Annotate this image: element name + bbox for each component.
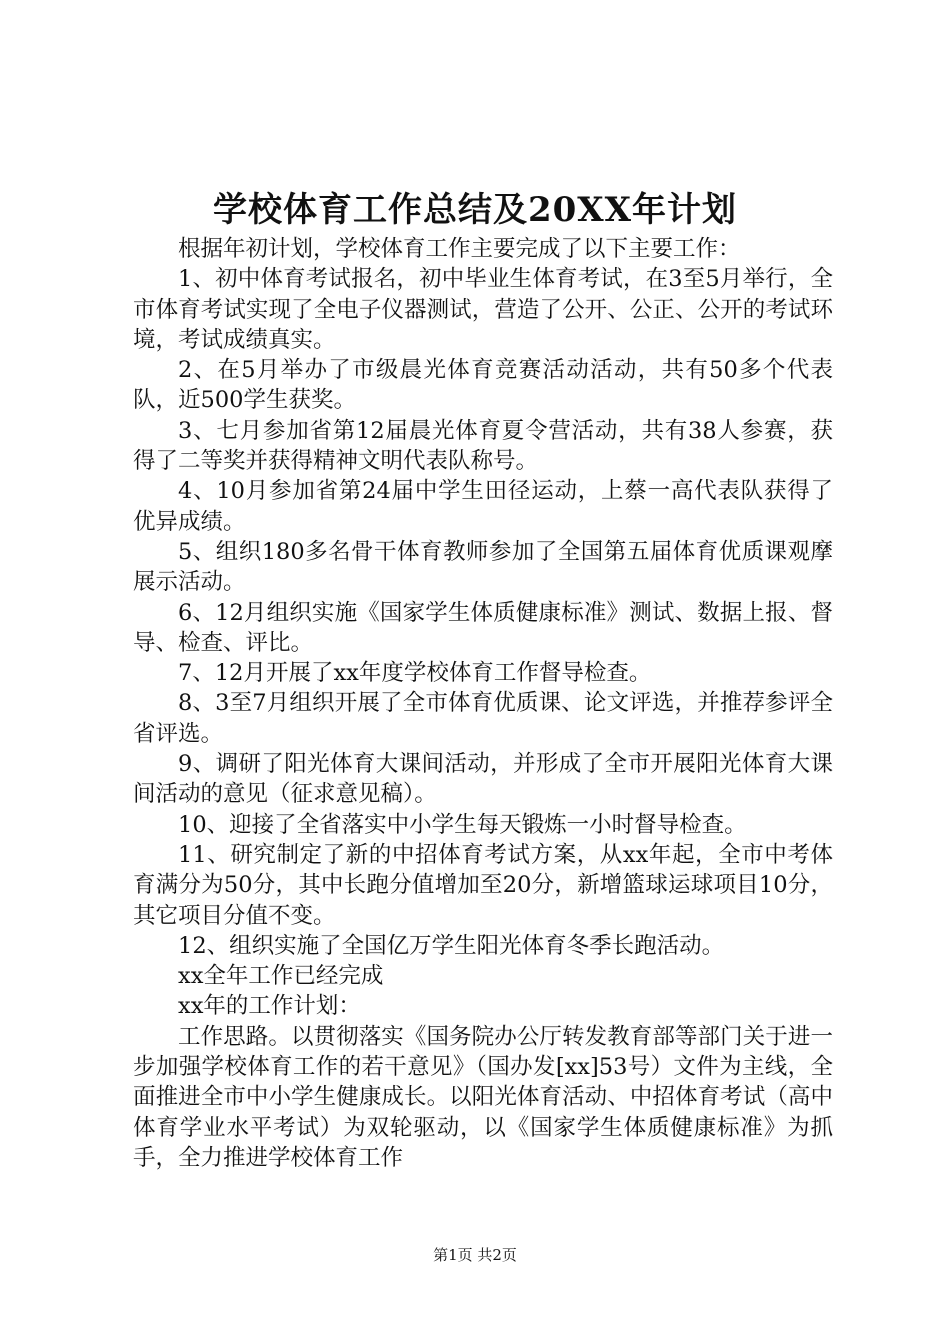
page-footer: 第1页 共2页 [433,1246,517,1264]
paragraph-item-1: 1、初中体育考试报名，初中毕业生体育考试，在3至5月举行，全市体育考试实现了全电子仪器测试，营造了公开、公正、公开的考试环境，考试成绩真实。 [133,266,833,353]
paragraph-plan-heading: xx年的工作计划： [178,993,361,1020]
paragraph-item-8: 8、3至7月组织开展了全市体育优质课、论文评选，并推荐参评全省评选。 [133,690,833,747]
paragraph-summary: xx全年工作已经完成 [178,963,384,990]
paragraph-item-12: 12、组织实施了全国亿万学生阳光体育冬季长跑活动。 [178,932,725,959]
paragraph-item-9: 9、调研了阳光体育大课间活动，并形成了全市开展阳光体育大课间活动的意见（征求意见稿）。 [133,751,833,808]
paragraph-item-4: 4、10月参加省第24届中学生田径运动，上蔡一高代表队获得了优异成绩。 [133,478,833,535]
paragraph-item-10: 10、迎接了全省落实中小学生每天锻炼一小时督导检查。 [178,811,747,838]
paragraph-item-2: 2、在5月举办了市级晨光体育竞赛活动活动，共有50多个代表队，近500学生获奖。 [133,357,833,414]
paragraph-item-6: 6、12月组织实施《国家学生体质健康标准》测试、数据上报、督导、检查、评比。 [133,599,833,656]
paragraph-intro: 根据年初计划，学校体育工作主要完成了以下主要工作： [178,236,741,262]
document-title: 学校体育工作总结及20XX年计划 [212,190,738,230]
paragraph-item-7: 7、12月开展了xx年度学校体育工作督导检查。 [178,660,652,687]
paragraph-item-5: 5、组织180多名骨干体育教师参加了全国第五届体育优质课观摩展示活动。 [133,538,833,596]
paragraph-work-approach: 工作思路。以贯彻落实《国务院办公厅转发教育部等部门关于进一步加强学校体育工作的若干意见》（国办发[xx]53号）文件为主线，全面推进全市中小学生健康成长。以阳光体育活动、中招体育考试（高中体育学业水平考试）为双轮驱动，以《国家学生体质健康标准》为抓手，全力推进学校体育工作 [133,1023,833,1171]
paragraph-item-11: 11、研究制定了新的中招体育考试方案，从xx年起，全市中考体育满分为50分，其中长跑分值增加至20分，新增篮球运球项目10分，其它项目分值不变。 [133,841,833,929]
document-body [133,234,833,1173]
paragraph-item-3: 3、七月参加省第12届晨光体育夏令营活动，共有38人参赛，获得了二等奖并获得精神文明代表队称号。 [133,417,833,475]
